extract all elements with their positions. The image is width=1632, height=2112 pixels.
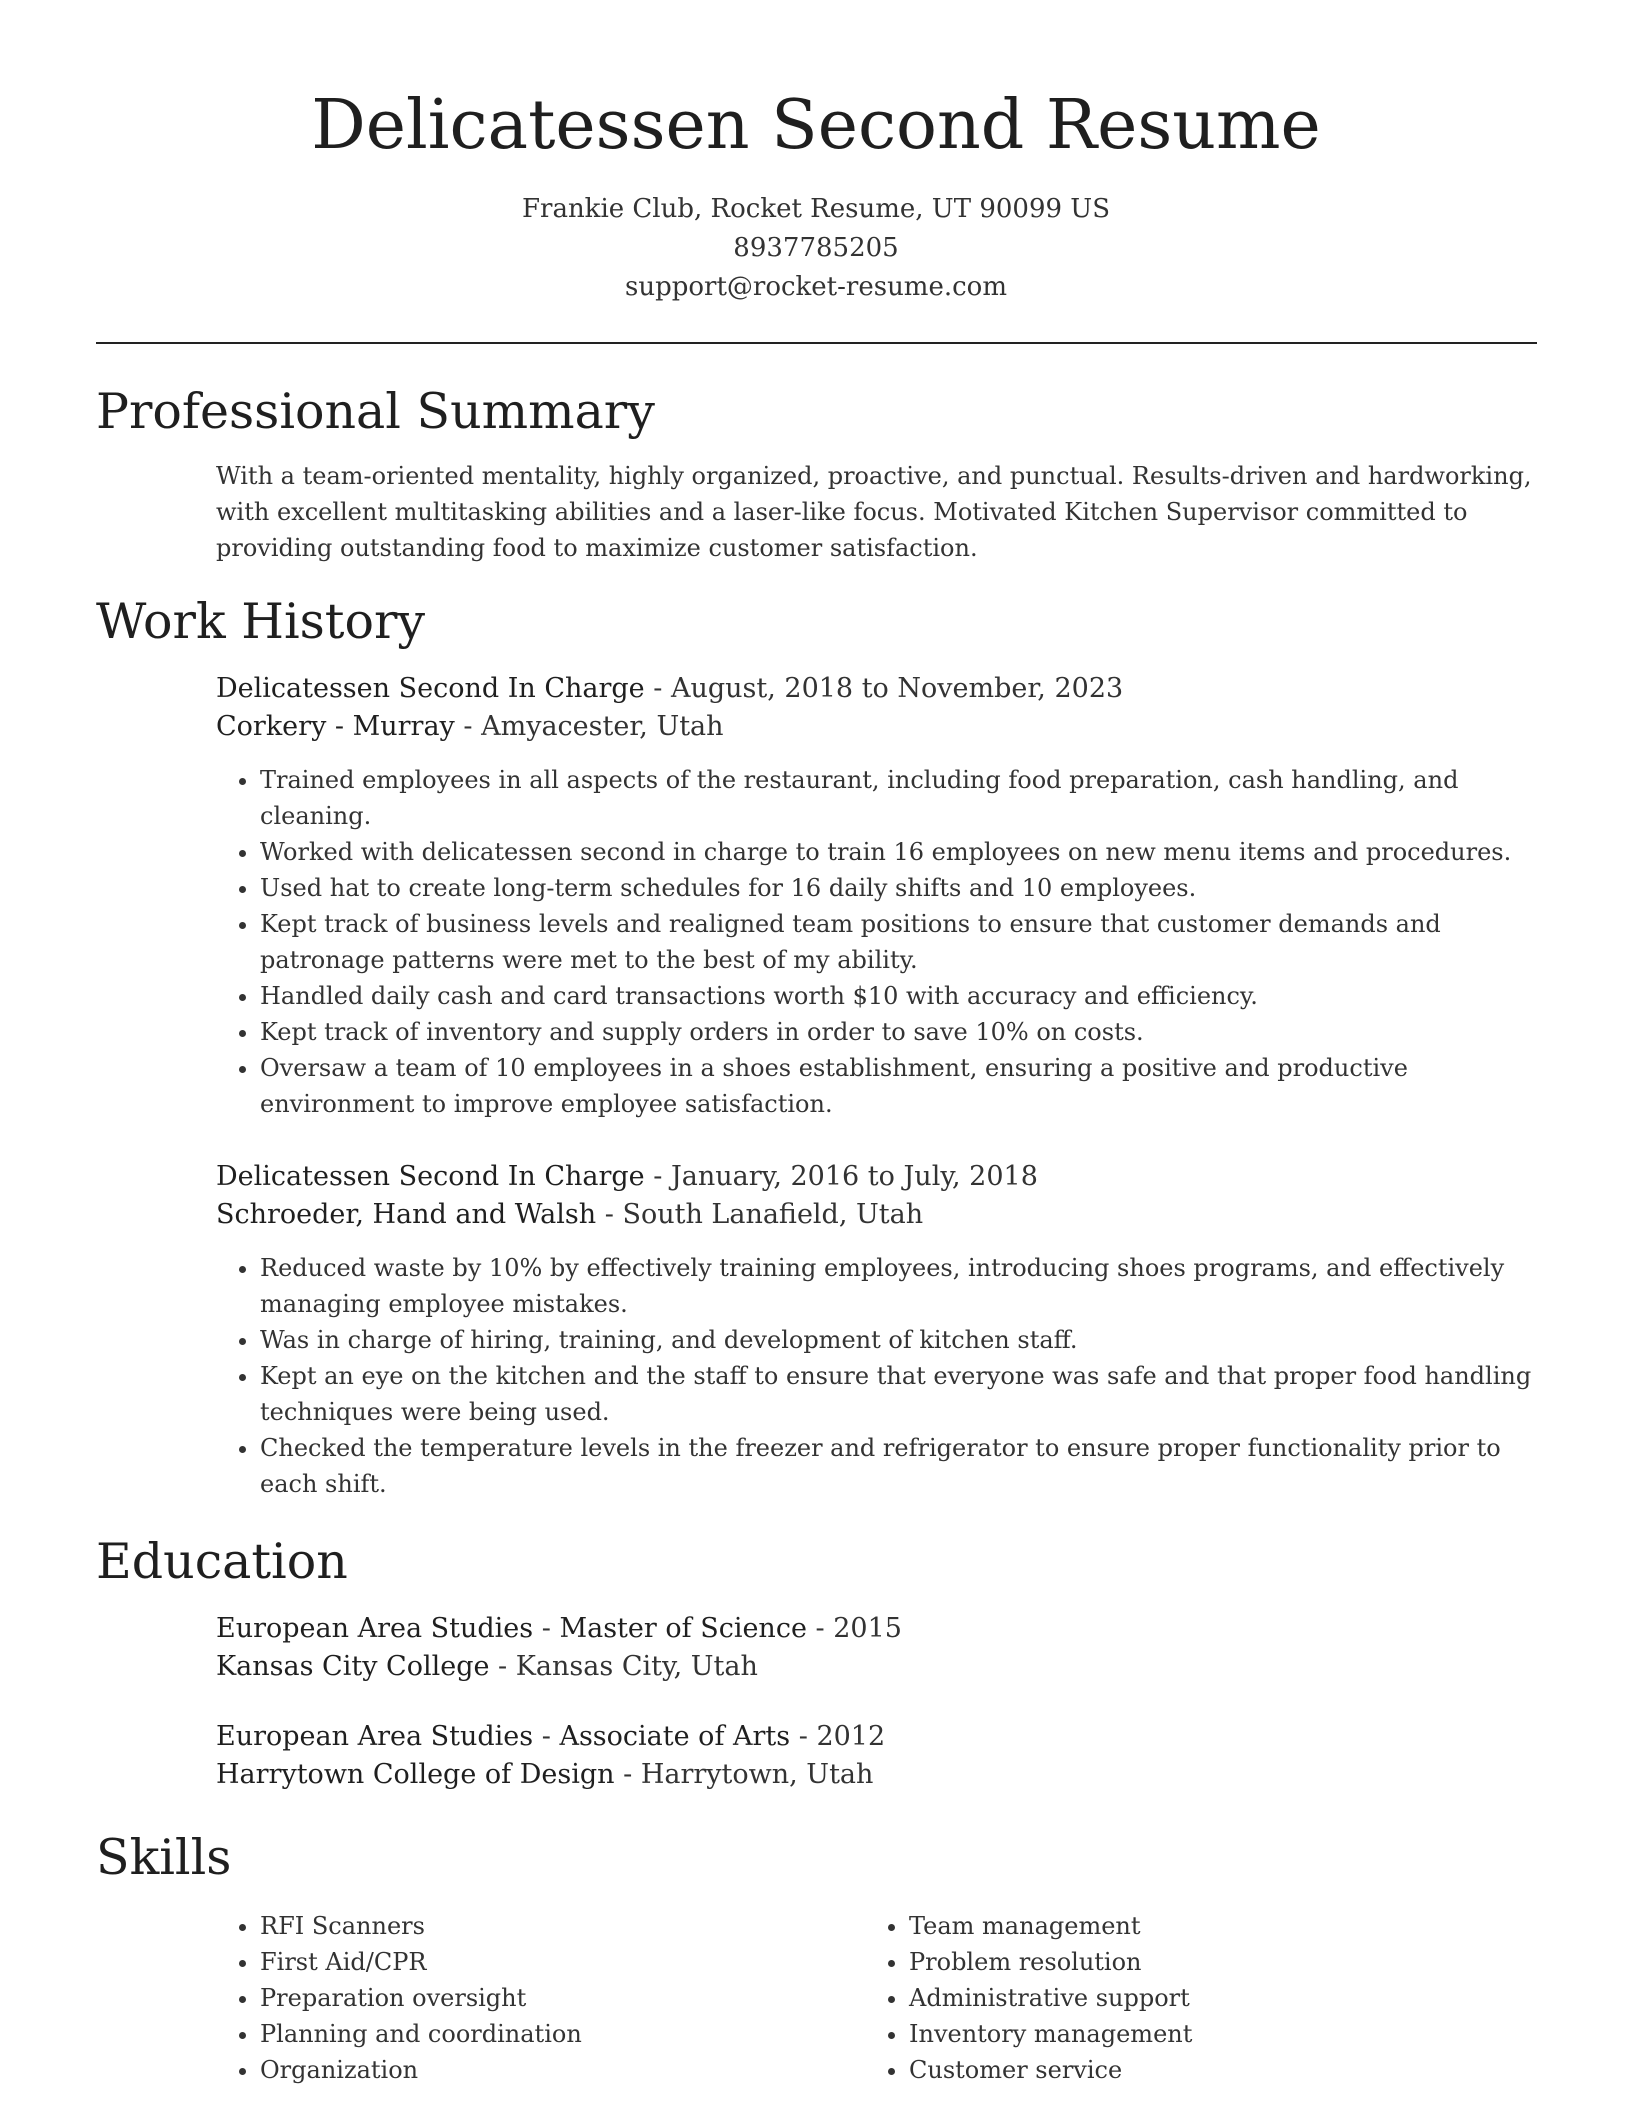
job-bullets xyxy=(216,762,1537,1122)
resume-header xyxy=(0,0,1632,307)
skills-heading: Skills xyxy=(96,1829,232,1886)
job-role: Delicatessen Second In Charge xyxy=(216,673,645,704)
education-field: European Area Studies xyxy=(216,1613,534,1644)
skill-item: • Inventory management xyxy=(909,2016,1514,2052)
skill-item: • Preparation oversight xyxy=(260,1980,865,2016)
job-title-line: Delicatessen Second In Charge - January, 2016 to July, 2018 xyxy=(216,1161,1038,1192)
contact-email: support@rocket-resume.com xyxy=(624,272,1007,302)
education-school-line: Harrytown College of Design - Harrytown, Utah xyxy=(216,1759,874,1790)
header-divider xyxy=(96,342,1537,344)
resume-title: Delicatessen Second Resume xyxy=(311,86,1321,165)
skills-column-right xyxy=(865,1908,1514,2088)
education-school: Kansas City College xyxy=(216,1651,490,1682)
skills-column-left xyxy=(216,1908,865,2088)
education-year: 2012 xyxy=(816,1721,886,1752)
job-bullets xyxy=(216,1250,1537,1502)
job-bullet: • Reduced waste by 10% by effectively training employees, introducing shoes programs, and effectively managing employee mistakes. xyxy=(260,1250,1537,1322)
job-bullet: • Handled daily cash and card transactions worth $10 with accuracy and efficiency. xyxy=(260,978,1537,1014)
job-role: Delicatessen Second In Charge xyxy=(216,1161,645,1192)
job-dates: August, 2018 to November, 2023 xyxy=(670,673,1124,704)
contact-phone: 8937785205 xyxy=(733,233,899,263)
skill-item: • Administrative support xyxy=(909,1980,1514,2016)
job-bullet: • Worked with delicatessen second in charge to train 16 employees on new menu items and procedures. xyxy=(260,834,1537,870)
skill-item: • Team management xyxy=(909,1908,1514,1944)
summary-text: With a team-oriented mentality, highly organized, proactive, and punctual. Results-driven and hardworking, with excellent multitasking abilities and a laser-like focus. Motivated Kitchen Supervisor committed to providing outstanding food to maximize customer satisfaction. xyxy=(216,462,1532,562)
job-bullet: • Was in charge of hiring, training, and development of kitchen staff. xyxy=(260,1322,1537,1358)
education-entry xyxy=(216,1610,1537,1686)
work-history-heading: Work History xyxy=(96,593,426,650)
contact-info xyxy=(0,190,1632,307)
job-employer: Schroeder, Hand and Walsh xyxy=(216,1199,597,1230)
job-bullet: • Used hat to create long-term schedules for 16 daily shifts and 10 employees. xyxy=(260,870,1537,906)
job-entry xyxy=(216,1158,1537,1502)
job-employer: Corkery - Murray xyxy=(216,711,455,742)
job-employer-line: Schroeder, Hand and Walsh - South Lanafield, Utah xyxy=(216,1199,924,1230)
job-bullet: • Oversaw a team of 10 employees in a shoes establishment, ensuring a positive and productive environment to improve employee satisfaction. xyxy=(260,1050,1537,1122)
job-entry xyxy=(216,670,1537,1122)
education-degree: Associate of Arts xyxy=(559,1721,791,1752)
summary-heading: Professional Summary xyxy=(96,383,655,440)
skill-item: • Customer service xyxy=(909,2052,1514,2088)
education-entry xyxy=(216,1718,1537,1794)
job-bullet: • Trained employees in all aspects of the restaurant, including food preparation, cash handling, and cleaning. xyxy=(260,762,1537,834)
job-dates: January, 2016 to July, 2018 xyxy=(670,1161,1038,1192)
job-location: South Lanafield, Utah xyxy=(622,1199,924,1230)
education-field: European Area Studies xyxy=(216,1721,534,1752)
job-bullet: • Kept an eye on the kitchen and the staff to ensure that everyone was safe and that proper food handling techniques were being used. xyxy=(260,1358,1537,1430)
education-degree-line: European Area Studies - Associate of Arts - 2012 xyxy=(216,1721,886,1752)
job-bullet: • Kept track of inventory and supply orders in order to save 10% on costs. xyxy=(260,1014,1537,1050)
education-location: Harrytown, Utah xyxy=(640,1759,874,1790)
job-bullet: • Kept track of business levels and realigned team positions to ensure that customer demands and patronage patterns were met to the best of my ability. xyxy=(260,906,1537,978)
resume-body xyxy=(96,380,1537,2088)
job-bullet: • Checked the temperature levels in the freezer and refrigerator to ensure proper functionality prior to each shift. xyxy=(260,1430,1537,1502)
job-title-line: Delicatessen Second In Charge - August, 2018 to November, 2023 xyxy=(216,673,1124,704)
education-year: 2015 xyxy=(833,1613,902,1644)
skill-item: • RFI Scanners xyxy=(260,1908,865,1944)
education-location: Kansas City, Utah xyxy=(515,1651,758,1682)
education-degree: Master of Science xyxy=(559,1613,807,1644)
education-school: Harrytown College of Design xyxy=(216,1759,615,1790)
job-location: Amyacester, Utah xyxy=(481,711,724,742)
contact-address: Frankie Club, Rocket Resume, UT 90099 US xyxy=(521,194,1111,224)
skill-item: • Problem resolution xyxy=(909,1944,1514,1980)
education-degree-line: European Area Studies - Master of Science - 2015 xyxy=(216,1613,902,1644)
education-school-line: Kansas City College - Kansas City, Utah xyxy=(216,1651,758,1682)
skills-list xyxy=(216,1908,1537,2088)
job-employer-line: Corkery - Murray - Amyacester, Utah xyxy=(216,711,724,742)
skill-item: • First Aid/CPR xyxy=(260,1944,865,1980)
skill-item: • Planning and coordination xyxy=(260,2016,865,2052)
education-heading: Education xyxy=(96,1533,348,1590)
skill-item: • Organization xyxy=(260,2052,865,2088)
